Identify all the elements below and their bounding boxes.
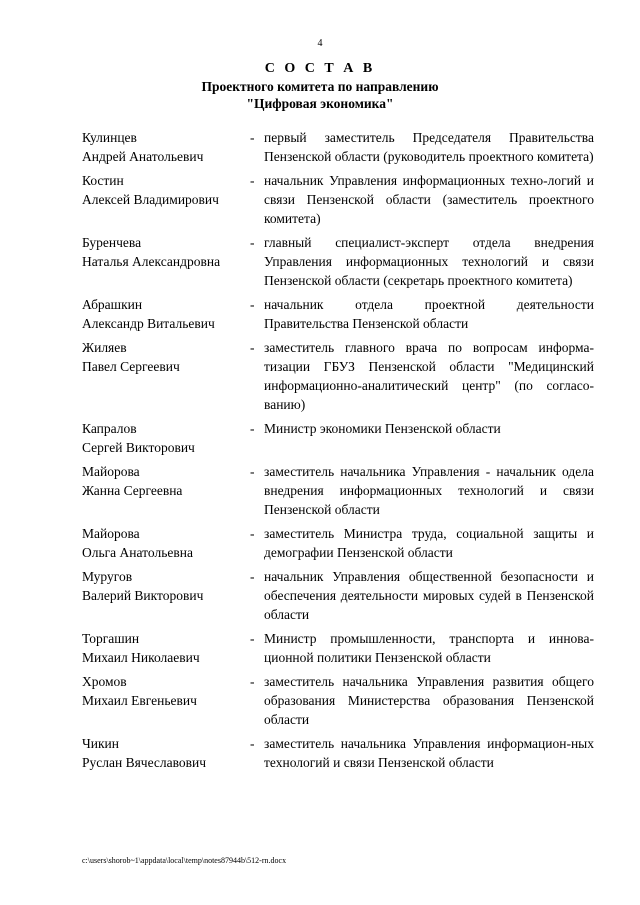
member-row — [82, 295, 594, 333]
member-name — [82, 462, 250, 519]
member-dash: - — [250, 173, 255, 188]
member-given-names: Жанна Сергеевна — [82, 483, 183, 498]
heading-line-3: "Цифровая экономика" — [246, 96, 394, 111]
member-role: начальник Управления общественной безопасности и обеспечения деятельности мировых судей в Пензенской области — [264, 569, 594, 622]
member-row — [82, 672, 594, 729]
member-name — [82, 629, 250, 667]
member-given-names: Михаил Николаевич — [82, 650, 200, 665]
member-row — [82, 128, 594, 166]
member-dash: - — [250, 569, 255, 584]
member-row — [82, 734, 594, 772]
member-surname: Капралов — [82, 421, 137, 436]
member-surname: Хромов — [82, 674, 127, 689]
member-name — [82, 128, 250, 166]
member-surname: Буренчева — [82, 235, 142, 250]
member-role: Министр экономики Пензенской области — [264, 421, 501, 436]
member-dash: - — [250, 235, 255, 250]
member-row — [82, 419, 594, 457]
member-surname: Кулинцев — [82, 130, 137, 145]
member-surname: Майорова — [82, 464, 140, 479]
member-dash: - — [250, 674, 255, 689]
member-given-names: Михаил Евгеньевич — [82, 693, 197, 708]
member-row — [82, 524, 594, 562]
member-role: начальник отдела проектной деятельности Правительства Пензенской области — [264, 297, 594, 331]
member-name — [82, 672, 250, 729]
member-row — [82, 233, 594, 290]
member-role: заместитель Министра труда, социальной защиты и демографии Пензенской области — [264, 526, 594, 560]
member-dash: - — [250, 736, 255, 751]
member-role: заместитель начальника Управления развития общего образования Министерства образования Пензенской области — [264, 674, 594, 727]
member-given-names: Александр Витальевич — [82, 316, 215, 331]
member-surname: Муругов — [82, 569, 133, 584]
member-role: главный специалист-эксперт отдела внедрения Управления информационных технологий и связи Пензенской области (секретарь проектного комитета) — [264, 235, 594, 288]
member-name — [82, 567, 250, 624]
heading-title: С О С Т А В — [264, 61, 376, 76]
member-role: заместитель начальника Управления информацион-ных технологий и связи Пензенской области — [264, 736, 594, 770]
member-surname: Майорова — [82, 526, 140, 541]
member-role: начальник Управления информационных техно-логий и связи Пензенской области (заместитель проектного комитета) — [264, 173, 594, 226]
member-given-names: Валерий Викторович — [82, 588, 204, 603]
member-given-names: Наталья Александровна — [82, 254, 221, 269]
member-given-names: Руслан Вячеславович — [82, 755, 207, 770]
member-row — [82, 629, 594, 667]
member-role: заместитель начальника Управления - начальник одела внедрения информационных технологий и связи Пензенской области — [264, 464, 594, 517]
member-row — [82, 567, 594, 624]
member-dash: - — [250, 464, 255, 479]
member-dash: - — [250, 631, 255, 646]
member-dash: - — [250, 421, 255, 436]
member-given-names: Алексей Владимирович — [82, 192, 219, 207]
page-number: 4 — [317, 38, 323, 49]
member-name — [82, 524, 250, 562]
document-heading — [0, 60, 640, 112]
member-row — [82, 462, 594, 519]
member-given-names: Ольга Анатольевна — [82, 545, 193, 560]
committee-members-list — [82, 128, 594, 777]
member-name — [82, 295, 250, 333]
member-name — [82, 233, 250, 290]
heading-line-2: Проектного комитета по направлению — [201, 79, 439, 94]
member-row — [82, 171, 594, 228]
member-surname: Жиляев — [82, 340, 127, 355]
footer-file-path: c:\users\shorob~1\appdata\local\temp\notes87944b\512-rn.docx — [82, 856, 287, 865]
member-role: первый заместитель Председателя Правительства Пензенской области (руководитель проектного комитета) — [264, 130, 594, 164]
member-name — [82, 734, 250, 772]
member-given-names: Сергей Викторович — [82, 440, 195, 455]
member-surname: Торгашин — [82, 631, 140, 646]
member-surname: Абрашкин — [82, 297, 143, 312]
member-row — [82, 338, 594, 414]
member-dash: - — [250, 526, 255, 541]
member-surname: Костин — [82, 173, 124, 188]
member-given-names: Андрей Анатольевич — [82, 149, 204, 164]
member-given-names: Павел Сергеевич — [82, 359, 180, 374]
member-dash: - — [250, 130, 255, 145]
member-dash: - — [250, 340, 255, 355]
member-role: заместитель главного врача по вопросам информа-тизации ГБУЗ Пензенской области "Медицинский информационно-аналитический центр" (по согласо-ванию) — [264, 340, 594, 412]
member-name — [82, 171, 250, 228]
member-name — [82, 419, 250, 457]
member-dash: - — [250, 297, 255, 312]
member-name — [82, 338, 250, 414]
member-role: Министр промышленности, транспорта и иннова-ционной политики Пензенской области — [264, 631, 594, 665]
member-surname: Чикин — [82, 736, 120, 751]
